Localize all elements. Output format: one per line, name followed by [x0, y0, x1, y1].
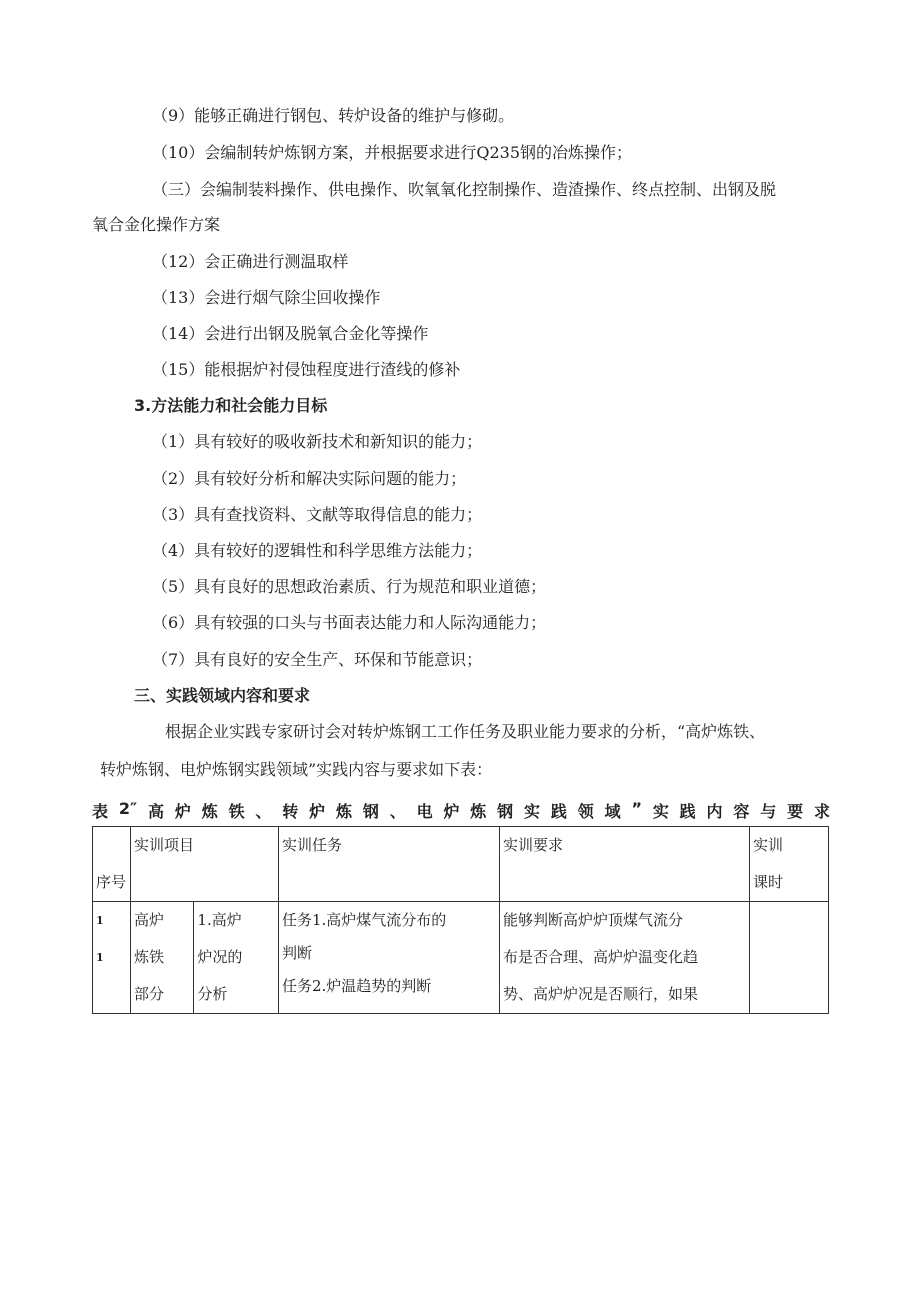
list-item: （2）具有较好分析和解决实际问题的能力；: [152, 469, 467, 488]
list-item: （3）具有查找资料、文献等取得信息的能力；: [152, 505, 483, 524]
list-item: （1）具有较好的吸收新技术和新知识的能力；: [152, 432, 483, 451]
list-item-continuation: 氧合金化操作方案: [92, 215, 221, 234]
caption-glyph: 2″: [118, 799, 138, 818]
header-hours: 实训 课时: [750, 827, 829, 902]
intro-paragraph-line: 根据企业实践专家研讨会对转炉炼钢工工作任务及职业能力要求的分析，“高炉炼铁、: [165, 722, 766, 741]
list-item: （9）能够正确进行钢包、转炉设备的维护与修砌。: [152, 106, 515, 125]
section-heading: 3.方法能力和社会能力目标: [134, 396, 328, 415]
caption-glyph: 炉: [309, 802, 326, 821]
cell-requirement: 能够判断高炉炉顶煤气流分 布是否合理、高炉炉温变化趋 势、高炉炉况是否顺行，如果: [500, 902, 750, 1014]
cell-seq: 1 1: [93, 902, 131, 1014]
caption-glyph: 转: [282, 802, 299, 821]
cell-hours: [750, 902, 829, 1014]
caption-glyph: 要: [787, 802, 804, 821]
part-heading: 三、实践领域内容和要求: [134, 686, 311, 705]
caption-glyph: 领: [577, 802, 594, 821]
list-item: （12）会正确进行测温取样: [152, 252, 349, 271]
caption-glyph: 炉: [443, 802, 460, 821]
caption-glyph: 内: [706, 802, 723, 821]
header-requirement: 实训要求: [500, 827, 750, 902]
header-project: 实训项目: [131, 827, 279, 902]
caption-glyph: 铁: [228, 802, 245, 821]
caption-glyph: 求: [813, 802, 830, 821]
header-seq: 序号: [93, 827, 131, 902]
caption-glyph: 、: [389, 802, 406, 821]
caption-glyph: 践: [679, 802, 696, 821]
caption-glyph: 、: [255, 802, 272, 821]
caption-glyph: 实: [524, 802, 541, 821]
caption-glyph: 炼: [201, 802, 218, 821]
cell-project-item: 1.高炉 炉况的 分析: [194, 902, 279, 1014]
caption-glyph: 钢: [497, 802, 514, 821]
list-item: （三）会编制装料操作、供电操作、吹氧氧化控制操作、造渣操作、终点控制、出钢及脱: [152, 180, 777, 199]
list-item: （14）会进行出钢及脱氧合金化等操作: [152, 324, 429, 343]
table-row: [93, 902, 829, 1014]
table-caption: [92, 799, 830, 822]
caption-glyph: 域: [604, 802, 621, 821]
cell-project-area: 高炉 炼铁 部分: [131, 902, 194, 1014]
list-item: （5）具有良好的思想政治素质、行为规范和职业道德；: [152, 577, 547, 596]
list-item: （15）能根据炉衬侵蚀程度进行渣线的修补: [152, 360, 461, 379]
intro-paragraph-line: 转炉炼钢、电炉炼钢实践领域”实践内容与要求如下表：: [100, 760, 493, 779]
cell-task: 任务1.高炉煤气流分布的 判断 任务2.炉温趋势的判断: [279, 902, 500, 1014]
caption-glyph: ”: [631, 799, 642, 818]
practice-table: [92, 826, 829, 1014]
caption-glyph: 钢: [362, 802, 379, 821]
caption-glyph: 实: [652, 802, 669, 821]
caption-glyph: 表: [92, 802, 109, 821]
caption-glyph: 容: [733, 802, 750, 821]
header-task: 实训任务: [279, 827, 500, 902]
list-item: （13）会进行烟气除尘回收操作: [152, 288, 381, 307]
caption-glyph: 践: [550, 802, 567, 821]
list-item: （10）会编制转炉炼钢方案，并根据要求进行Q235钢的冶炼操作；: [152, 143, 633, 162]
list-item: （4）具有较好的逻辑性和科学思维方法能力；: [152, 541, 483, 560]
caption-glyph: 炉: [174, 802, 191, 821]
list-item: （7）具有良好的安全生产、环保和节能意识；: [152, 650, 483, 669]
caption-glyph: 高: [147, 802, 164, 821]
list-item: （6）具有较强的口头与书面表达能力和人际沟通能力；: [152, 613, 547, 632]
table-header-row: [93, 827, 829, 902]
caption-glyph: 与: [760, 802, 777, 821]
caption-glyph: 炼: [336, 802, 353, 821]
caption-glyph: 炼: [470, 802, 487, 821]
caption-glyph: 电: [416, 802, 433, 821]
